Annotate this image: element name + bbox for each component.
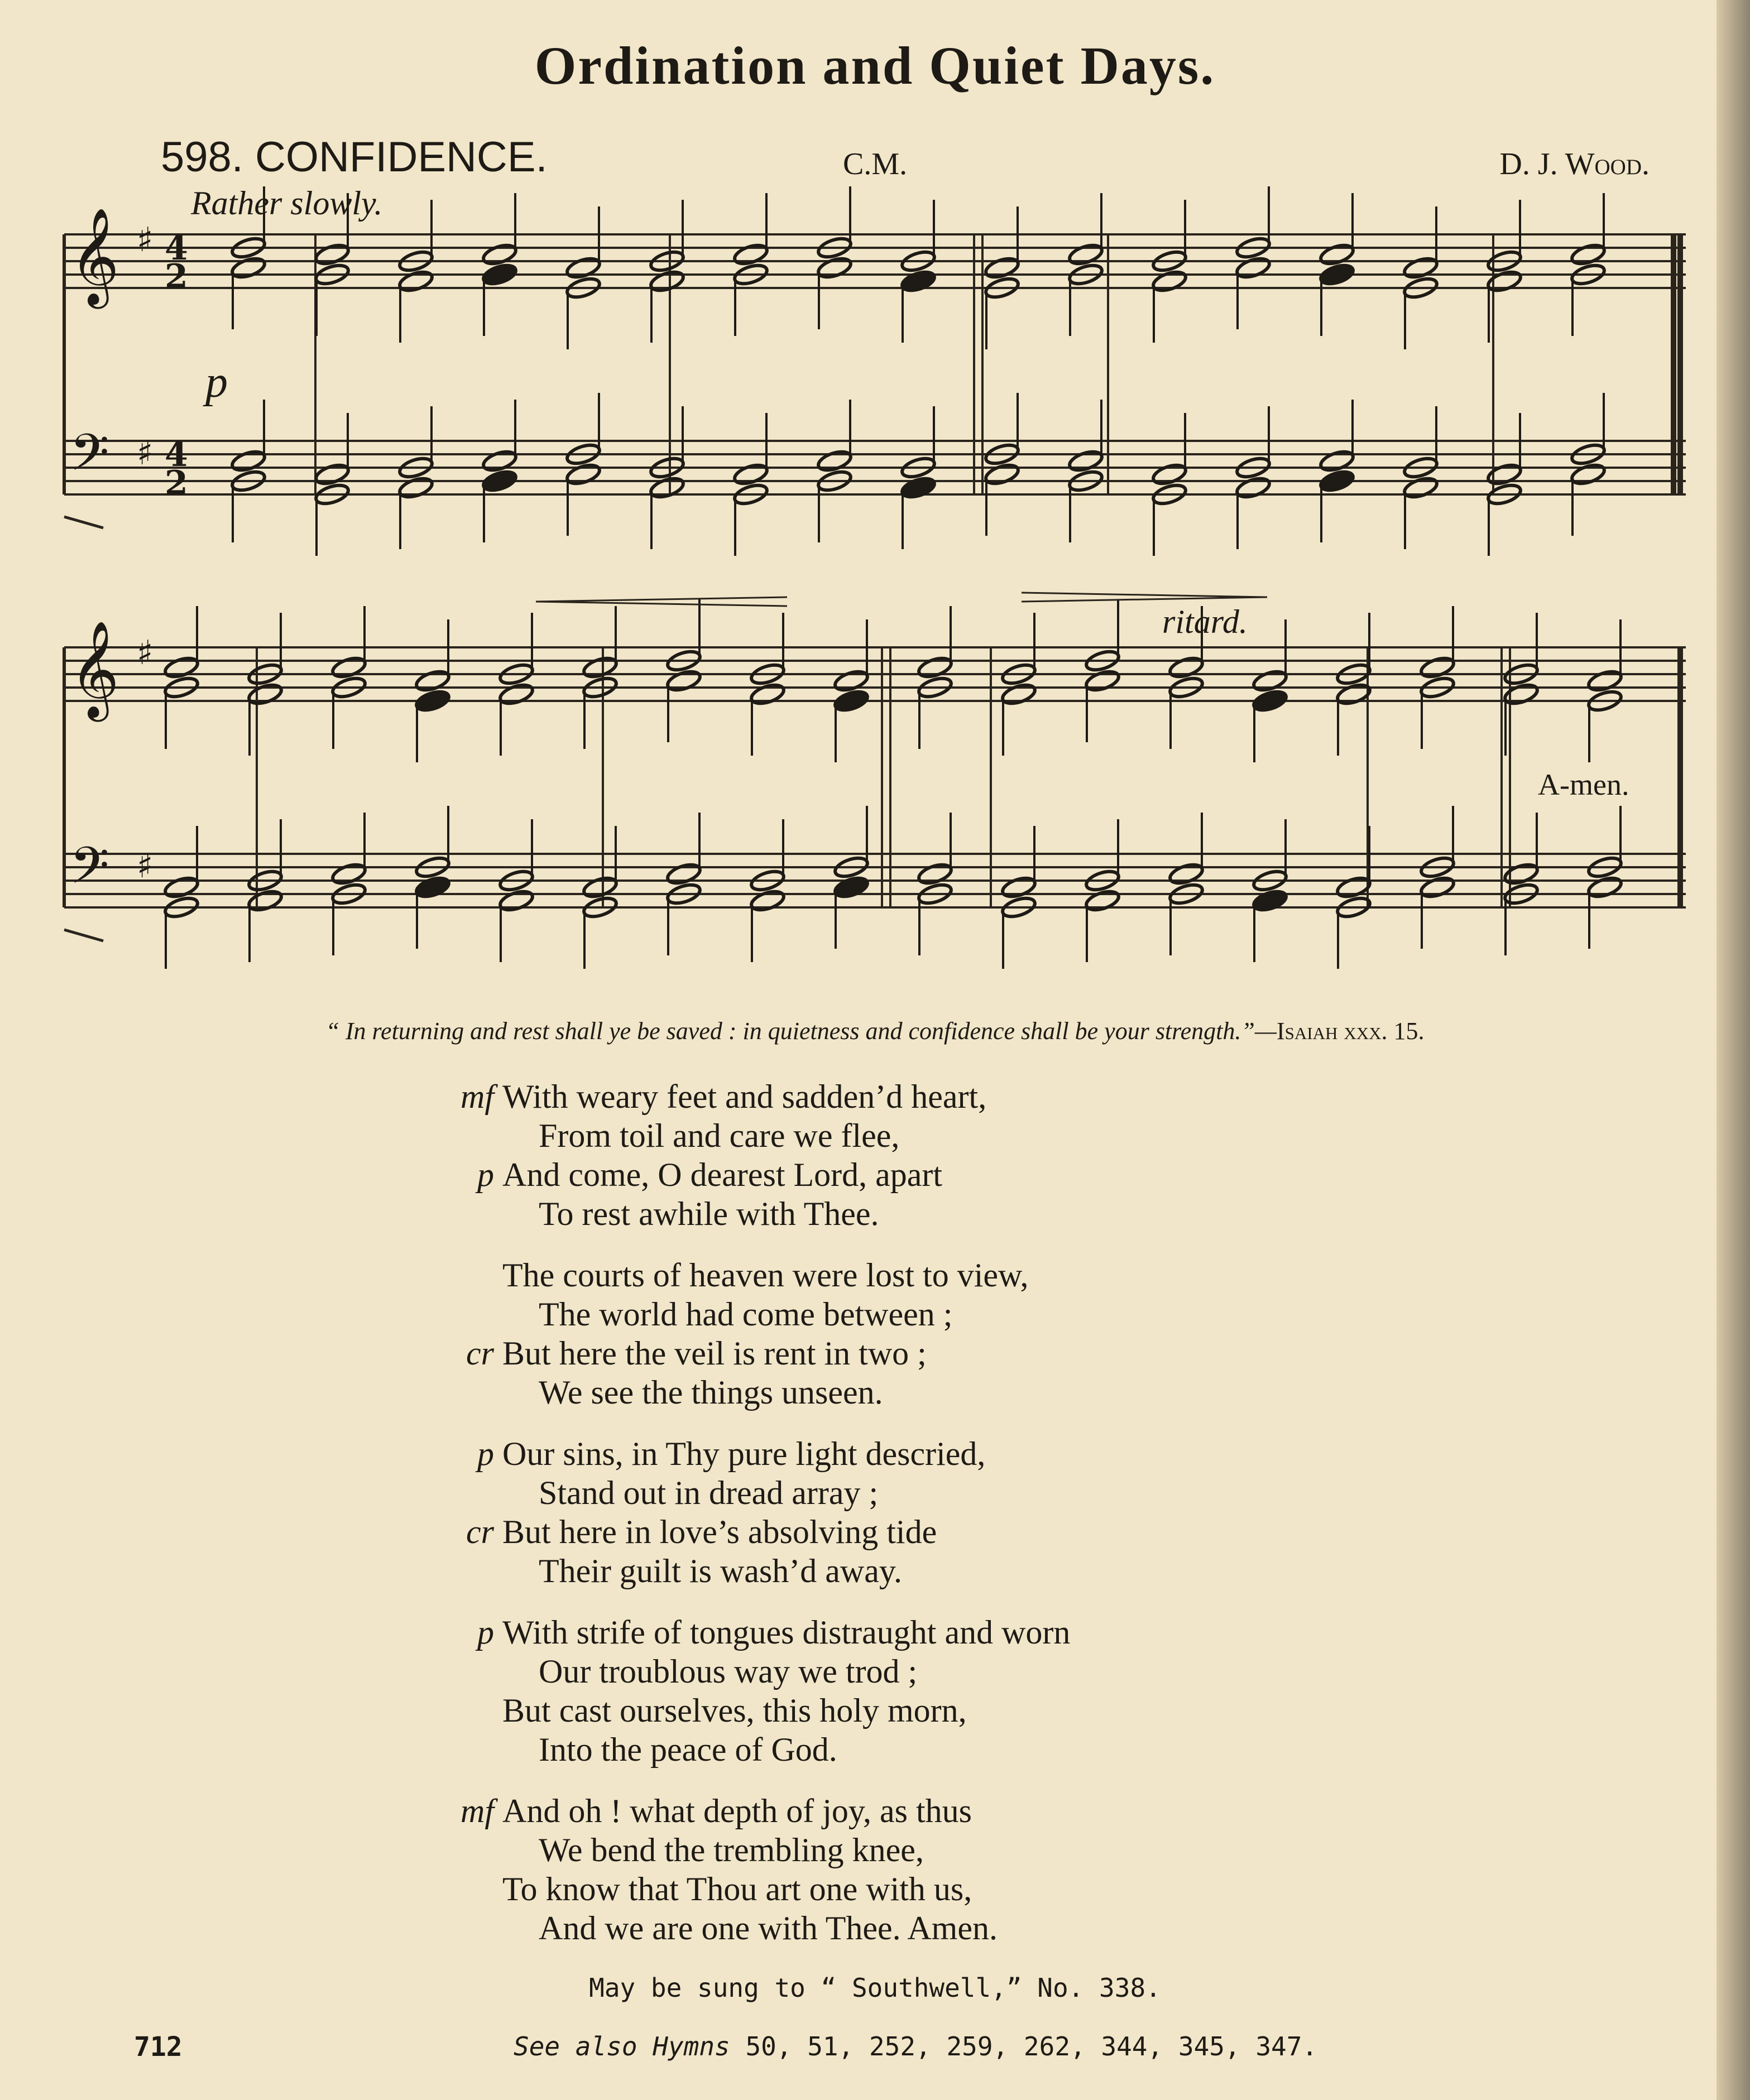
verse-dynamic: p [477, 1435, 494, 1472]
verse-text: We bend the trembling knee, [539, 1832, 924, 1868]
note-head [816, 448, 853, 473]
time-signature-bottom: 2 [165, 257, 188, 296]
stanza [466, 1434, 1070, 1590]
verse-line [502, 1652, 1070, 1691]
note-head [732, 242, 769, 267]
note-head [330, 861, 367, 886]
note-head [1486, 268, 1523, 294]
verse-line [502, 1295, 1070, 1334]
verse-text: Their guilt is wash’d away. [539, 1553, 902, 1589]
note-head [665, 668, 702, 693]
hairpin-line [1022, 597, 1267, 602]
stanza [461, 1077, 1070, 1233]
note-head [1419, 655, 1456, 680]
note-head [247, 681, 284, 707]
brace-tail [64, 930, 103, 941]
note-head [247, 888, 284, 913]
verse-line [477, 1155, 1070, 1194]
note-head [1486, 462, 1523, 487]
note-head [1151, 268, 1188, 294]
amen-label: A-men. [1538, 768, 1629, 801]
key-signature-sharp: ♯ [137, 633, 154, 672]
note-head [1402, 475, 1439, 500]
tempo-marking: Rather slowly. [191, 185, 383, 222]
stanza [466, 1256, 1070, 1412]
note-head [1252, 688, 1288, 713]
verse-text: Stand out in dread array ; [539, 1474, 879, 1511]
verse-text: Into the peace of God. [539, 1731, 837, 1768]
note-head [749, 888, 786, 913]
key-signature-sharp: ♯ [137, 434, 154, 473]
note-head [1168, 861, 1205, 886]
note-head [732, 462, 769, 487]
note-head [816, 255, 853, 280]
hymn-verses [461, 1077, 1071, 1970]
hairpin-line [1022, 593, 1267, 597]
verse-line [502, 1870, 1070, 1909]
see-also [514, 2031, 1317, 2061]
verse-line [466, 1334, 1070, 1373]
verse-line [502, 1373, 1070, 1412]
stanza [477, 1613, 1071, 1769]
note-head [1252, 668, 1288, 693]
note-head [1319, 468, 1355, 493]
key-signature-sharp: ♯ [137, 847, 154, 886]
dynamic-marking: p [205, 358, 228, 407]
note-head [565, 255, 602, 280]
see-also-label: See also Hymns [514, 2031, 730, 2061]
note-head [1570, 242, 1607, 267]
verse-line [502, 1256, 1070, 1295]
note-head [230, 255, 267, 280]
note-head [481, 468, 518, 493]
treble-clef: 𝄞 [70, 621, 119, 718]
note-head [414, 874, 451, 900]
stanza [461, 1791, 1070, 1948]
note-head [833, 688, 870, 713]
time-signature-bottom: 2 [165, 464, 188, 503]
note-head [1000, 874, 1037, 900]
note-head [917, 655, 953, 680]
treble-clef: 𝄞 [70, 208, 119, 305]
verse-text: The courts of heaven were lost to view, [502, 1257, 1029, 1294]
verse-line [502, 1730, 1070, 1769]
verse-line [477, 1434, 1070, 1473]
hymn-number: 598. [161, 133, 243, 181]
verse-dynamic: p [477, 1614, 494, 1651]
verse-line [502, 1830, 1070, 1870]
note-head [414, 668, 451, 693]
key-signature-sharp: ♯ [137, 220, 154, 260]
note-head [900, 268, 937, 294]
verse-text: And come, O dearest Lord, apart [502, 1156, 943, 1193]
note-head [1586, 668, 1623, 693]
verse-line [502, 1473, 1070, 1512]
time-signature-top: 4 [165, 435, 188, 474]
bass-clef: 𝄢 [70, 836, 109, 907]
note-head [1168, 655, 1205, 680]
meter: C.M. [843, 147, 908, 181]
note-head [984, 462, 1020, 487]
verse-dynamic: cr [466, 1513, 494, 1550]
note-head [665, 861, 702, 886]
verse-text: With weary feet and sadden’d heart, [502, 1078, 987, 1115]
note-head [481, 242, 518, 267]
page-header: Ordination and Quiet Days. [534, 36, 1216, 95]
scripture-epigraph [0, 1017, 1750, 1045]
composer: D. J. Wood. [1499, 147, 1650, 181]
note-head [314, 462, 351, 487]
bass-clef: 𝄢 [70, 423, 109, 494]
note-head [917, 861, 953, 886]
note-head [1067, 448, 1104, 473]
epigraph-source: Isaiah xxx. 15. [1277, 1017, 1425, 1045]
see-also-list: 50, 51, 252, 259, 262, 344, 345, 347. [745, 2031, 1318, 2061]
note-head [163, 655, 200, 680]
verse-text: To know that Thou art one with us, [502, 1871, 972, 1907]
note-head [1084, 888, 1121, 913]
ritard-marking: ritard. [1162, 603, 1248, 640]
hairpin-line [536, 597, 787, 602]
note-head [163, 874, 200, 900]
verse-line [502, 1691, 1070, 1730]
note-head [749, 681, 786, 707]
verse-text: And oh ! what depth of joy, as thus [502, 1793, 972, 1829]
note-head [565, 462, 602, 487]
verse-text: To rest awhile with Thee. [539, 1195, 879, 1232]
note-head [1402, 255, 1439, 280]
epigraph-text: “ In returning and rest shall ye be saved : in quietness and confidence shall be your strength.”— [325, 1017, 1277, 1045]
note-head [984, 255, 1020, 280]
alternate-tune-note: May be sung to “ Southwell,” No. 338. [589, 1973, 1161, 2003]
note-head [1319, 242, 1355, 267]
verse-text: And we are one with Thee. Amen. [539, 1910, 998, 1947]
note-head [649, 475, 685, 500]
verse-dynamic: p [477, 1156, 494, 1193]
note-head [1319, 448, 1355, 473]
verse-line [461, 1791, 1070, 1830]
verse-line [477, 1613, 1071, 1652]
verse-text: Our troublous way we trod ; [539, 1653, 918, 1690]
note-head [649, 268, 685, 294]
note-head [582, 874, 619, 900]
verse-text: We see the things unseen. [539, 1374, 883, 1411]
verse-text: But here in love’s absolving tide [502, 1513, 937, 1550]
verse-dynamic: mf [461, 1793, 494, 1829]
note-head [1067, 242, 1104, 267]
verse-dynamic: mf [461, 1078, 494, 1115]
verse-line [502, 1194, 1070, 1233]
verse-dynamic: cr [466, 1335, 494, 1372]
note-head [1570, 462, 1607, 487]
verse-text: Our sins, in Thy pure light descried, [502, 1435, 986, 1472]
note-head [1319, 262, 1355, 287]
verse-line [466, 1512, 1070, 1551]
hairpin-line [536, 602, 787, 606]
note-head [1235, 475, 1272, 500]
verse-text: The world had come between ; [539, 1296, 953, 1333]
note-head [314, 242, 351, 267]
note-head [330, 655, 367, 680]
page-number: 712 [134, 2031, 183, 2063]
note-head [1084, 668, 1121, 693]
note-head [1586, 874, 1623, 900]
note-head [498, 888, 535, 913]
verse-line [502, 1116, 1070, 1155]
verse-text: But cast ourselves, this holy morn, [502, 1692, 967, 1729]
note-head [1252, 888, 1288, 913]
verse-line [502, 1551, 1070, 1590]
note-head [582, 655, 619, 680]
note-head [498, 681, 535, 707]
note-head [1503, 861, 1540, 886]
note-head [397, 475, 434, 500]
note-head [1503, 681, 1540, 707]
note-head [833, 874, 870, 900]
note-head [1000, 681, 1037, 707]
verse-line [502, 1909, 1070, 1948]
note-head [230, 448, 267, 473]
note-head [833, 668, 870, 693]
tune-name: CONFIDENCE. [255, 133, 548, 181]
verse-text: From toil and care we flee, [539, 1117, 900, 1154]
note-head [397, 268, 434, 294]
note-head [414, 688, 451, 713]
note-head [1151, 462, 1188, 487]
verse-line [461, 1077, 1070, 1116]
verse-text: But here the veil is rent in two ; [502, 1335, 927, 1372]
note-head [900, 475, 937, 500]
brace-tail [64, 517, 103, 528]
note-head [1419, 874, 1456, 900]
note-head [481, 262, 518, 287]
time-signature-top: 4 [165, 229, 188, 268]
note-head [481, 448, 518, 473]
note-head [1235, 255, 1272, 280]
verse-text: With strife of tongues distraught and worn [502, 1614, 1071, 1651]
music-score [0, 0, 1750, 982]
